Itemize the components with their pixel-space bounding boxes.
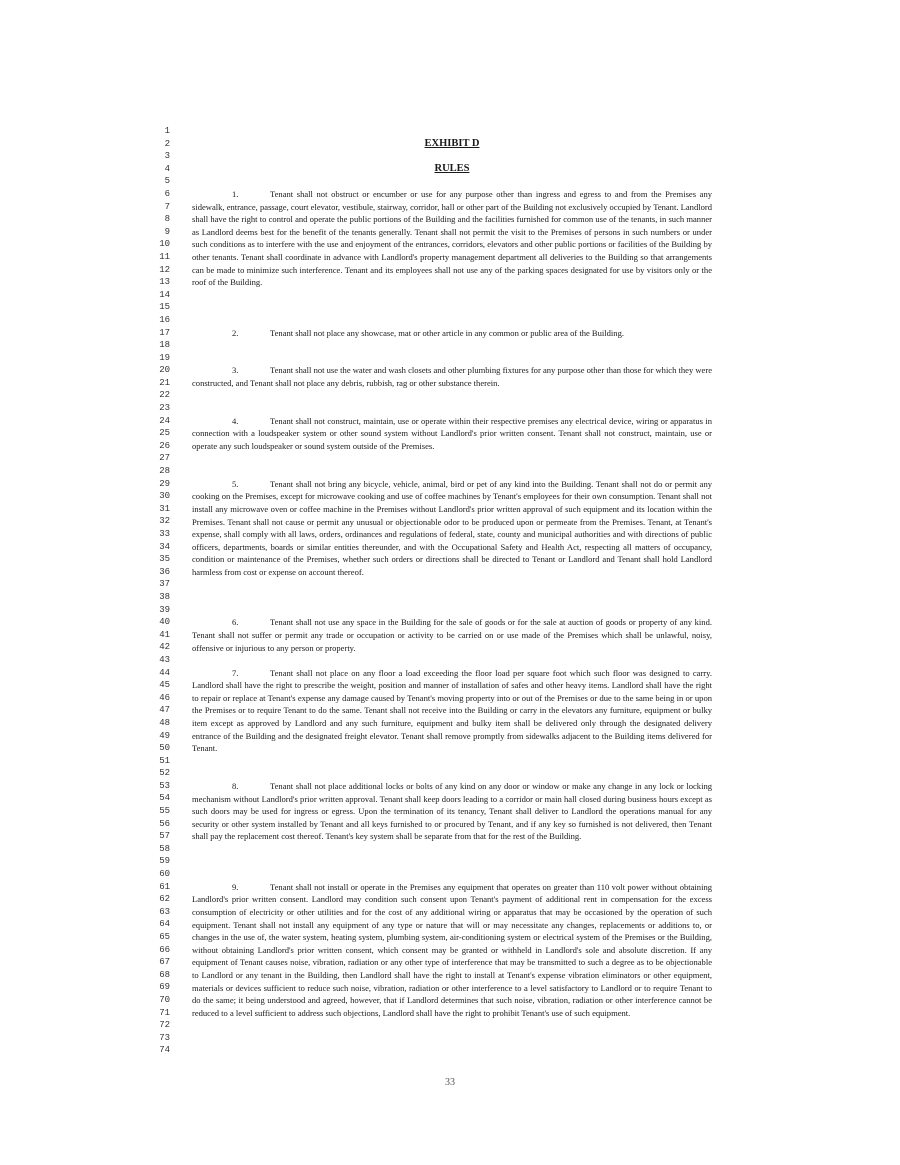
line-number: 33 (159, 529, 170, 539)
line-number: 5 (164, 176, 170, 187)
line-number: 53 (159, 780, 170, 791)
line-number: 71 (159, 1007, 170, 1018)
line-number: 3 (164, 151, 170, 162)
line-number: 52 (159, 768, 170, 779)
line-number: 45 (159, 680, 170, 691)
line-number: 11 (159, 251, 170, 262)
document-body (192, 125, 712, 1057)
line-number: 23 (159, 403, 170, 414)
line-number: 55 (159, 806, 170, 817)
line-number: 63 (159, 906, 170, 917)
rule-text: Tenant shall not use the water and wash closets and other plumbing fixtures for any purpose other than those for which they were constructed, and Tenant shall not place any debris, rubbish, rag or other substance therein. (192, 365, 712, 388)
rule-paragraph-3 (192, 364, 712, 402)
line-number: 46 (159, 692, 170, 703)
line-number: 38 (159, 591, 170, 602)
line-number: 7 (164, 201, 170, 212)
rule-paragraph-5 (192, 478, 712, 604)
rule-number: 2. (232, 327, 239, 338)
line-number: 51 (159, 755, 170, 766)
line-number: 15 (159, 302, 170, 313)
rule-number: 8. (232, 781, 239, 792)
line-number: 28 (159, 466, 170, 477)
line-number: 43 (159, 654, 170, 665)
line-number: 68 (159, 969, 170, 980)
line-number: 44 (159, 667, 170, 678)
line-number: 27 (159, 453, 170, 464)
line-number: 49 (159, 730, 170, 741)
line-number: 12 (159, 264, 170, 275)
rule-text: Tenant shall not use any space in the Building for the sale of goods or for the sale at auction of goods or property of any kind. Tenant shall not suffer or permit any trade or occupation or activity to be carried on or use made of the Premises which shall be unlawful, noisy, offensive or injurious to any person or property. (192, 617, 712, 653)
line-number: 61 (159, 881, 170, 892)
rule-text: Tenant shall not bring any bicycle, vehicle, animal, bird or pet of any kind into the Building. Tenant shall not do or permit any cooking on the Premises, except for microwave cooking and use of coffee machines by Tenant's employees for their own consumption. Tenant shall not install any microwave oven or coffee machine in the Premises without Landlord's prior written approval of such equipment and its location within the Premises. Tenant shall not cause or permit any unusual or objectionable odor to be produced upon or permeate from the Premises. Tenant, at Tenant's expense, shall comply with all laws, orders, ordinances and regulations of federal, state, county and municipal authorities and with directions of public officers, departments, boards or similar entities thereunder, and with the Occupational Safety and Health Act, respecting all matters of occupancy, condition or maintenance of the Premises, whether such orders or directions shall be directed to Tenant or Landlord and Tenant shall hold Landlord harmless from cost or expense on account thereof. (192, 478, 712, 577)
rules-heading: RULES (434, 162, 470, 174)
rule-number: 1. (232, 188, 239, 199)
line-number: 21 (159, 377, 170, 388)
rule-number: 4. (232, 415, 239, 426)
line-number: 29 (159, 478, 170, 489)
line-number: 42 (159, 642, 170, 653)
rule-paragraph-4 (192, 415, 712, 465)
line-number: 16 (159, 314, 170, 325)
line-number: 24 (159, 415, 170, 426)
rule-paragraph-6 (192, 616, 712, 654)
line-number: 60 (159, 869, 170, 880)
line-number: 67 (159, 957, 170, 968)
line-number: 2 (164, 138, 170, 149)
line-number: 66 (159, 944, 170, 955)
exhibit-heading: EXHIBIT D (424, 137, 480, 149)
line-number-column (148, 125, 170, 1057)
line-number: 1 (164, 126, 170, 136)
rule-paragraph-7 (192, 667, 712, 768)
line-number: 54 (159, 793, 170, 804)
line-number: 72 (159, 1020, 170, 1031)
line-number: 20 (159, 365, 170, 376)
rule-number: 9. (232, 881, 239, 892)
line-number: 4 (164, 163, 170, 174)
line-number: 19 (159, 352, 170, 363)
line-number: 41 (159, 629, 170, 640)
line-number: 9 (164, 226, 170, 237)
rule-number: 5. (232, 478, 239, 489)
rule-paragraph-8 (192, 780, 712, 868)
line-number: 57 (159, 831, 170, 842)
rule-paragraph-2 (192, 327, 712, 352)
rule-text: Tenant shall not place additional locks or bolts of any kind on any door or window or make any change in any lock or locking mechanism without Landlord's prior written approval. Tenant shall keep doors leading to a corridor or main hall closed during business hours except as such doors may be used for ingress or egress. Upon the termination of its tenancy, Tenant shall deliver to Landlord the operations manual for any security or other system installed by Tenant and all keys furnished to or procured by Tenant, and if any key so furnished is not delivered, then Tenant shall pay the replacement cost thereof. Tenant's key system shall be separate from that for the rest of the Building. (192, 781, 712, 842)
line-number: 58 (159, 843, 170, 854)
rule-text: Tenant shall not place any showcase, mat or other article in any common or public area of the Building. (270, 327, 624, 338)
rule-text: Tenant shall not construct, maintain, use or operate within their respective premises any electrical device, wiring or apparatus in connection with a loudspeaker system or other sound system without Landlord's prior written consent. Tenant shall not construct, maintain, use or operate any such loudspeaker or sound system outside of the Premises. (192, 415, 712, 451)
line-number: 56 (159, 818, 170, 829)
rule-number: 3. (232, 365, 239, 376)
line-number: 13 (159, 277, 170, 288)
line-number: 48 (159, 717, 170, 728)
line-number: 26 (159, 440, 170, 451)
line-number: 32 (159, 516, 170, 527)
line-number: 17 (159, 327, 170, 338)
line-number: 62 (159, 894, 170, 905)
line-number: 10 (159, 239, 170, 250)
rule-text: Tenant shall not obstruct or encumber or use for any purpose other than ingress and egress to and from the Premises any sidewalk, entrance, passage, court elevator, vestibule, stairway, corridor, hall or other part of the Building not exclusively occupied by Tenant. Landlord shall have the right to control and operate the public portions of the Building and the facilities furnished for common use of the tenants, in such manner as Landlord deems best for the benefit of the tenants generally. Tenant shall not permit the visit to the Premises of persons in such numbers or under such conditions as to interfere with the use and enjoyment of the entrances, corridors, elevators and other public portions or facilities of the Building by other tenants. Tenant shall coordinate in advance with Landlord's property management department all deliveries to the Building so that arrangements can be made to minimize such interference. Tenant and its employees shall not use any of the parking spaces designated for use by visitors only or the roof of the Building. (192, 188, 712, 288)
line-number: 37 (159, 579, 170, 590)
line-number: 31 (159, 503, 170, 514)
line-number: 36 (159, 566, 170, 577)
line-number: 6 (164, 188, 170, 199)
line-number: 30 (159, 491, 170, 502)
line-number: 47 (159, 705, 170, 716)
line-number: 39 (159, 604, 170, 615)
line-number: 18 (159, 340, 170, 351)
line-number: 22 (159, 390, 170, 401)
rule-paragraph-9 (192, 881, 712, 1057)
line-number: 74 (159, 1045, 170, 1056)
line-number: 25 (159, 428, 170, 439)
line-number: 69 (159, 982, 170, 993)
line-number: 64 (159, 919, 170, 930)
rule-number: 6. (232, 617, 239, 628)
line-number: 34 (159, 541, 170, 552)
rule-paragraph-1 (192, 188, 712, 314)
line-number: 8 (164, 214, 170, 225)
line-number: 50 (159, 743, 170, 754)
line-number: 73 (159, 1032, 170, 1043)
rule-number: 7. (232, 667, 239, 678)
page-number: 33 (445, 1077, 455, 1088)
rule-text: Tenant shall not place on any floor a load exceeding the floor load per square foot which such floor was designed to carry. Landlord shall have the right to prescribe the weight, position and manner of installation of safes and other heavy items. Landlord shall have the right to repair or replace at Tenant's expense any damage caused by Tenant's moving property into or out of the Premises or due to the same being in or upon the Premises or to require Tenant to do the same. Tenant shall not receive into the Building or carry in the elevators any furniture, equipment or bulky item except as approved by Landlord and any such furniture, equipment and bulky item shall be delivered only through the designated delivery entrance of the Building and the designated freight elevator. Tenant shall remove promptly from sidewalks adjacent to the Building items delivered for Tenant. (192, 667, 712, 754)
rule-text: Tenant shall not install or operate in the Premises any equipment that operates on greater than 110 volt power without obtaining Landlord's prior written consent. Landlord may condition such consent upon Tenant's payment of additional rent in compensation for the excess consumption of electricity or other utilities and for the cost of any additional wiring or apparatus that may be occasioned by the operation of such equipment. Tenant shall not install any equipment of any type or nature that will or may necessitate any changes, replacements or additions to, or changes in the use of, the water system, heating system, plumbing system, air-conditioning system or electrical system of the Premises or the Building, without obtaining Landlord's prior written consent, which consent may be granted or withheld in Landlord's sole and absolute discretion. If any equipment of Tenant causes noise, vibration, radiation or any other type of interference that may be transmitted to such a degree as to be objectionable to Landlord or any tenant in the Building, then Landlord shall have the right to install at Tenant's expense vibration eliminators or other equipment, materials or devices sufficient to reduce such noise, vibration, radiation or other interference to a level satisfactory to Landlord or to require Tenant to do the same; it being understood and agreed, however, that if Landlord determines that such noise, vibration, radiation or other interference cannot be reduced to a level sufficient to address such objections, Landlord shall have the right to prohibit Tenant's use of such equipment. (192, 881, 712, 1018)
line-number: 65 (159, 932, 170, 942)
line-number: 14 (159, 289, 170, 300)
line-number: 40 (159, 617, 170, 628)
line-number: 70 (159, 994, 170, 1005)
line-number: 59 (159, 856, 170, 867)
line-number: 35 (159, 554, 170, 565)
